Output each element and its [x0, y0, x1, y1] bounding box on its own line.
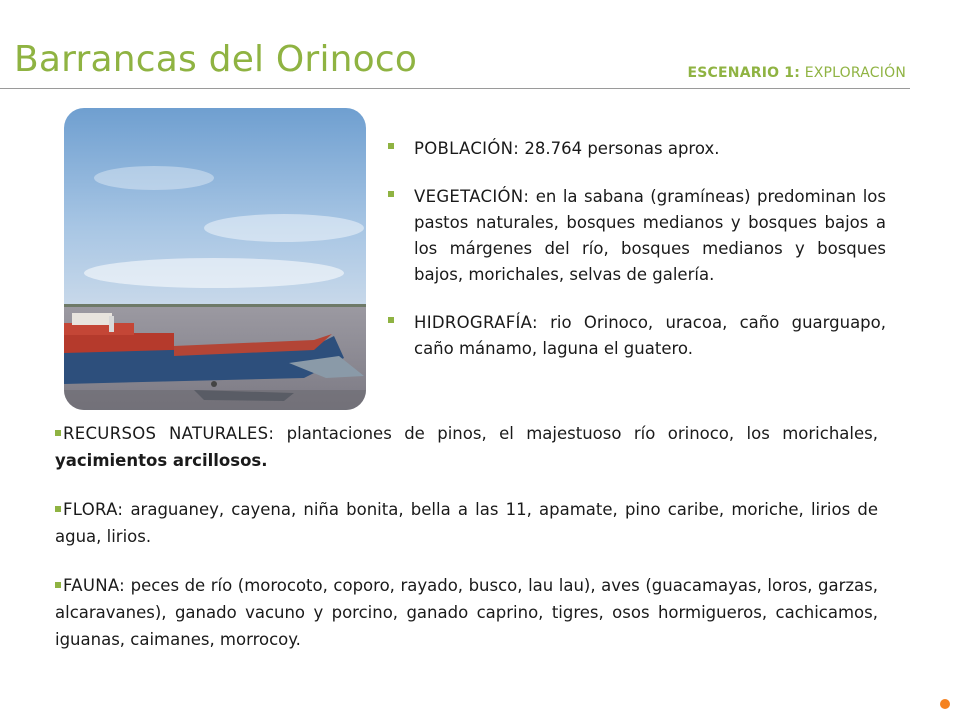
- bullet-square-icon: [55, 430, 61, 436]
- bottom-bullet-list: [55, 420, 878, 675]
- bullet-square-icon: [55, 506, 61, 512]
- page-title: Barrancas del Orinoco: [14, 39, 418, 80]
- scenario-name: EXPLORACIÓN: [804, 65, 906, 81]
- header-divider: [0, 88, 910, 89]
- bullet-square-icon: [388, 191, 394, 197]
- riverboat-photo: [64, 108, 366, 410]
- orange-dot-icon: [940, 699, 950, 709]
- list-item: POBLACIÓN: 28.764 personas aprox.: [386, 136, 886, 162]
- scenario-label: [688, 65, 907, 81]
- bullet-square-icon: [55, 582, 61, 588]
- list-item: FLORA: araguaney, cayena, niña bonita, bella a las 11, apamate, pino caribe, moriche, lirios de agua, lirios.: [55, 500, 878, 546]
- scenario-prefix: ESCENARIO 1:: [687, 65, 801, 81]
- list-item: VEGETACIÓN: en la sabana (gramíneas) predominan los pastos naturales, bosques medianos y bosques bajos a los márgenes del río, bosques medianos y bosques bajos, morichales, selvas de galería.: [386, 184, 886, 288]
- top-bullet-list: [386, 136, 886, 384]
- list-item: HIDROGRAFÍA: rio Orinoco, uracoa, caño guarguapo, caño mánamo, laguna el guatero.: [386, 310, 886, 362]
- bullet-square-icon: [388, 143, 394, 149]
- bullet-square-icon: [388, 317, 394, 323]
- list-item: FAUNA: peces de río (morocoto, coporo, rayado, busco, lau lau), aves (guacamayas, loros, garzas, alcaravanes), ganado vacuno y porcino, ganado caprino, tigres, osos hormigueros, cachicamos, iguanas, caimanes, morrocoy.: [55, 576, 878, 649]
- list-item: RECURSOS NATURALES: plantaciones de pinos, el majestuoso río orinoco, los morichales, yacimientos arcillosos.: [55, 424, 878, 470]
